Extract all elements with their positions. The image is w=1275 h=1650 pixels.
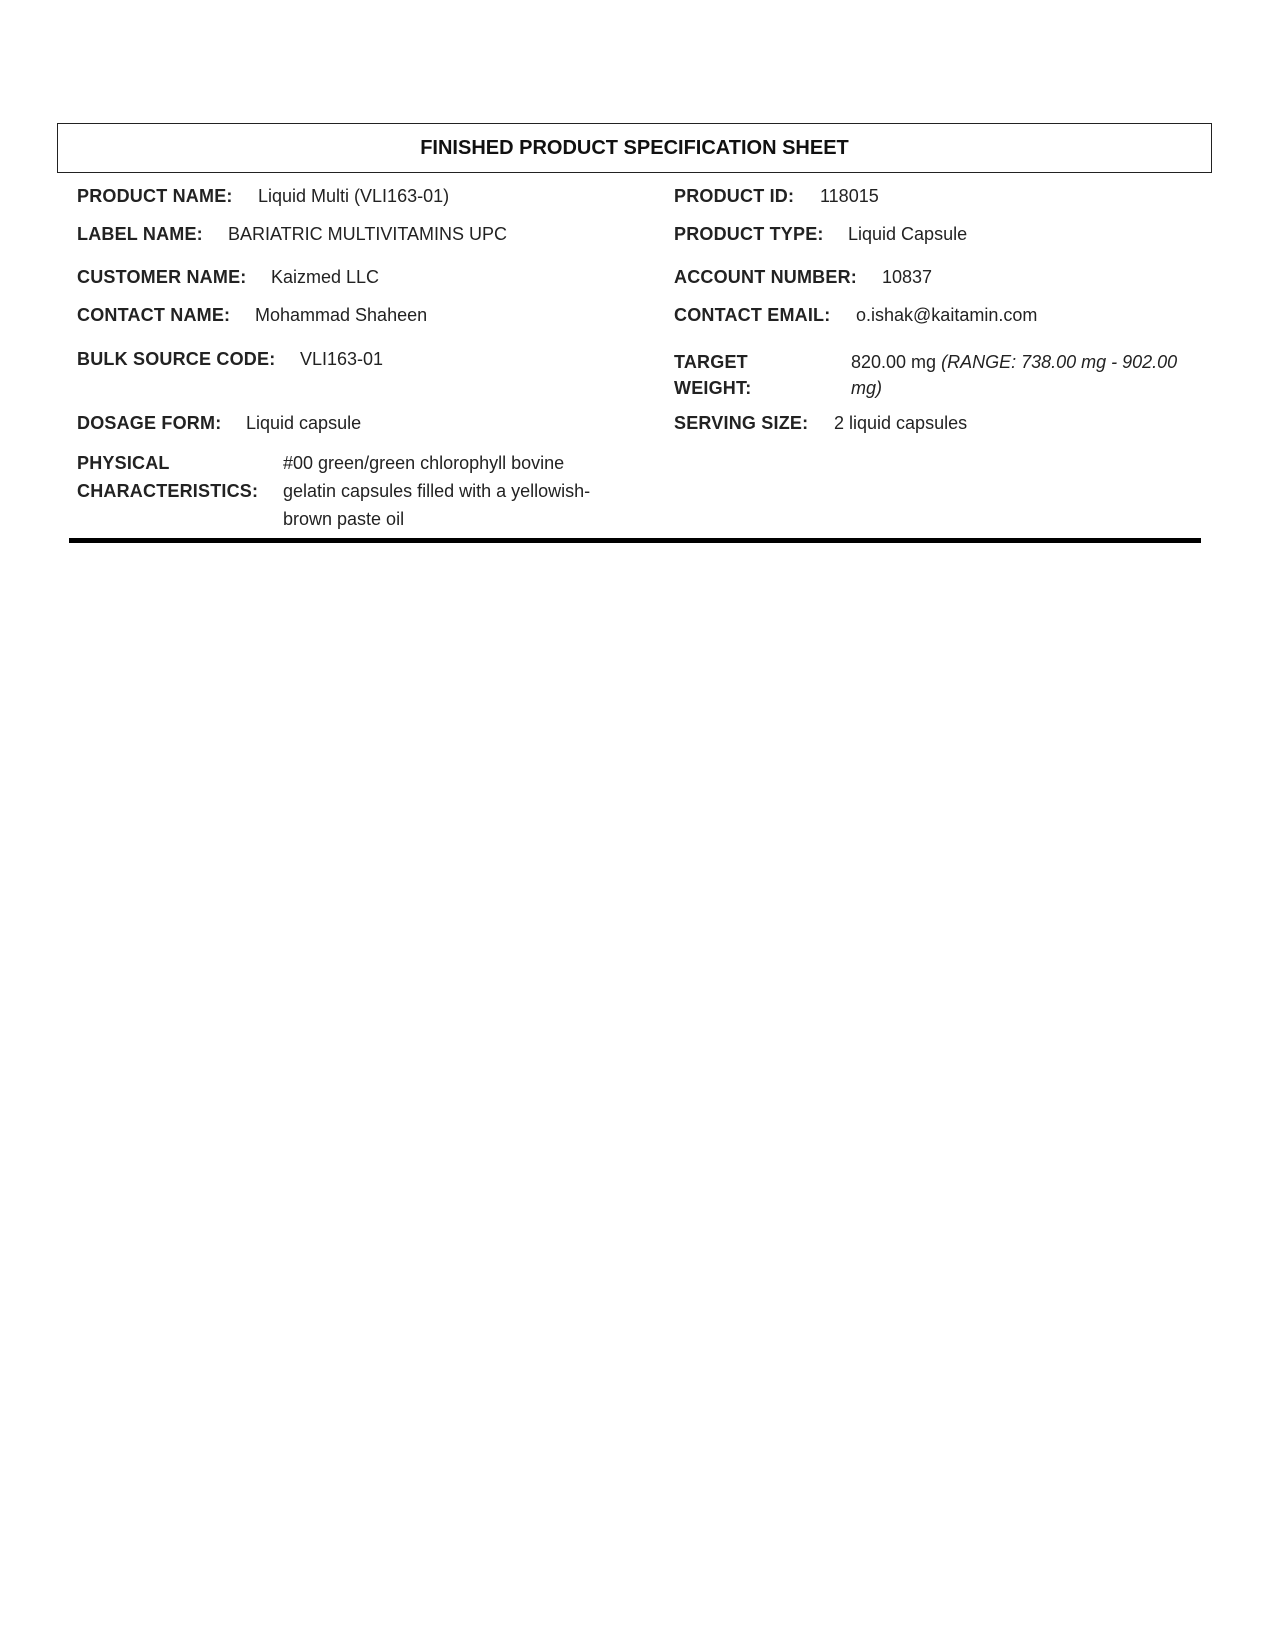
target-weight-label-line2: WEIGHT:: [674, 378, 752, 398]
physical-characteristics-label: [77, 449, 258, 505]
label-name-label: LABEL NAME:: [77, 224, 203, 244]
target-weight-label-line1: TARGET: [674, 352, 748, 372]
customer-name-label: CUSTOMER NAME:: [77, 267, 247, 287]
contact-email-value: o.ishak@kaitamin.com: [856, 305, 1038, 325]
serving-size-label: SERVING SIZE:: [674, 413, 809, 433]
physical-characteristics-label-line2: CHARACTERISTICS:: [77, 481, 259, 501]
customer-name-value: Kaizmed LLC: [271, 267, 380, 287]
physical-characteristics-label-line1: PHYSICAL: [77, 453, 170, 473]
dosage-form-label: DOSAGE FORM:: [77, 413, 222, 433]
section-divider: [69, 538, 1201, 543]
target-weight-range: (RANGE: 738.00 mg - 902.00 mg): [851, 352, 1178, 398]
spec-sheet-title-box: [57, 123, 1212, 173]
contact-name-label: CONTACT NAME:: [77, 305, 231, 325]
product-id-value: 118015: [820, 186, 879, 206]
bulk-source-code-label: BULK SOURCE CODE:: [77, 349, 276, 369]
account-number-value: 10837: [882, 267, 933, 287]
contact-email-label: CONTACT EMAIL:: [674, 305, 831, 325]
label-name-value: BARIATRIC MULTIVITAMINS UPC: [228, 224, 508, 244]
target-weight-value: 820.00 mg: [851, 352, 937, 372]
account-number-label: ACCOUNT NUMBER:: [674, 267, 857, 287]
physical-characteristics-value: #00 green/green chlorophyll bovine gelatin capsules filled with a yellowish-brown paste oil: [283, 453, 591, 529]
product-id-label: PRODUCT ID:: [674, 186, 795, 206]
dosage-form-value: Liquid capsule: [246, 413, 362, 433]
product-type-value: Liquid Capsule: [848, 224, 968, 244]
product-name-label: PRODUCT NAME:: [77, 186, 233, 206]
target-weight-label: [674, 349, 751, 401]
target-weight-value-block: [851, 349, 1191, 401]
product-type-label: PRODUCT TYPE:: [674, 224, 824, 244]
serving-size-value: 2 liquid capsules: [834, 413, 968, 433]
product-name-value: Liquid Multi (VLI163-01): [258, 186, 450, 206]
spec-sheet-title: FINISHED PRODUCT SPECIFICATION SHEET: [420, 136, 849, 159]
bulk-source-code-value: VLI163-01: [300, 349, 384, 369]
contact-name-value: Mohammad Shaheen: [255, 305, 428, 325]
